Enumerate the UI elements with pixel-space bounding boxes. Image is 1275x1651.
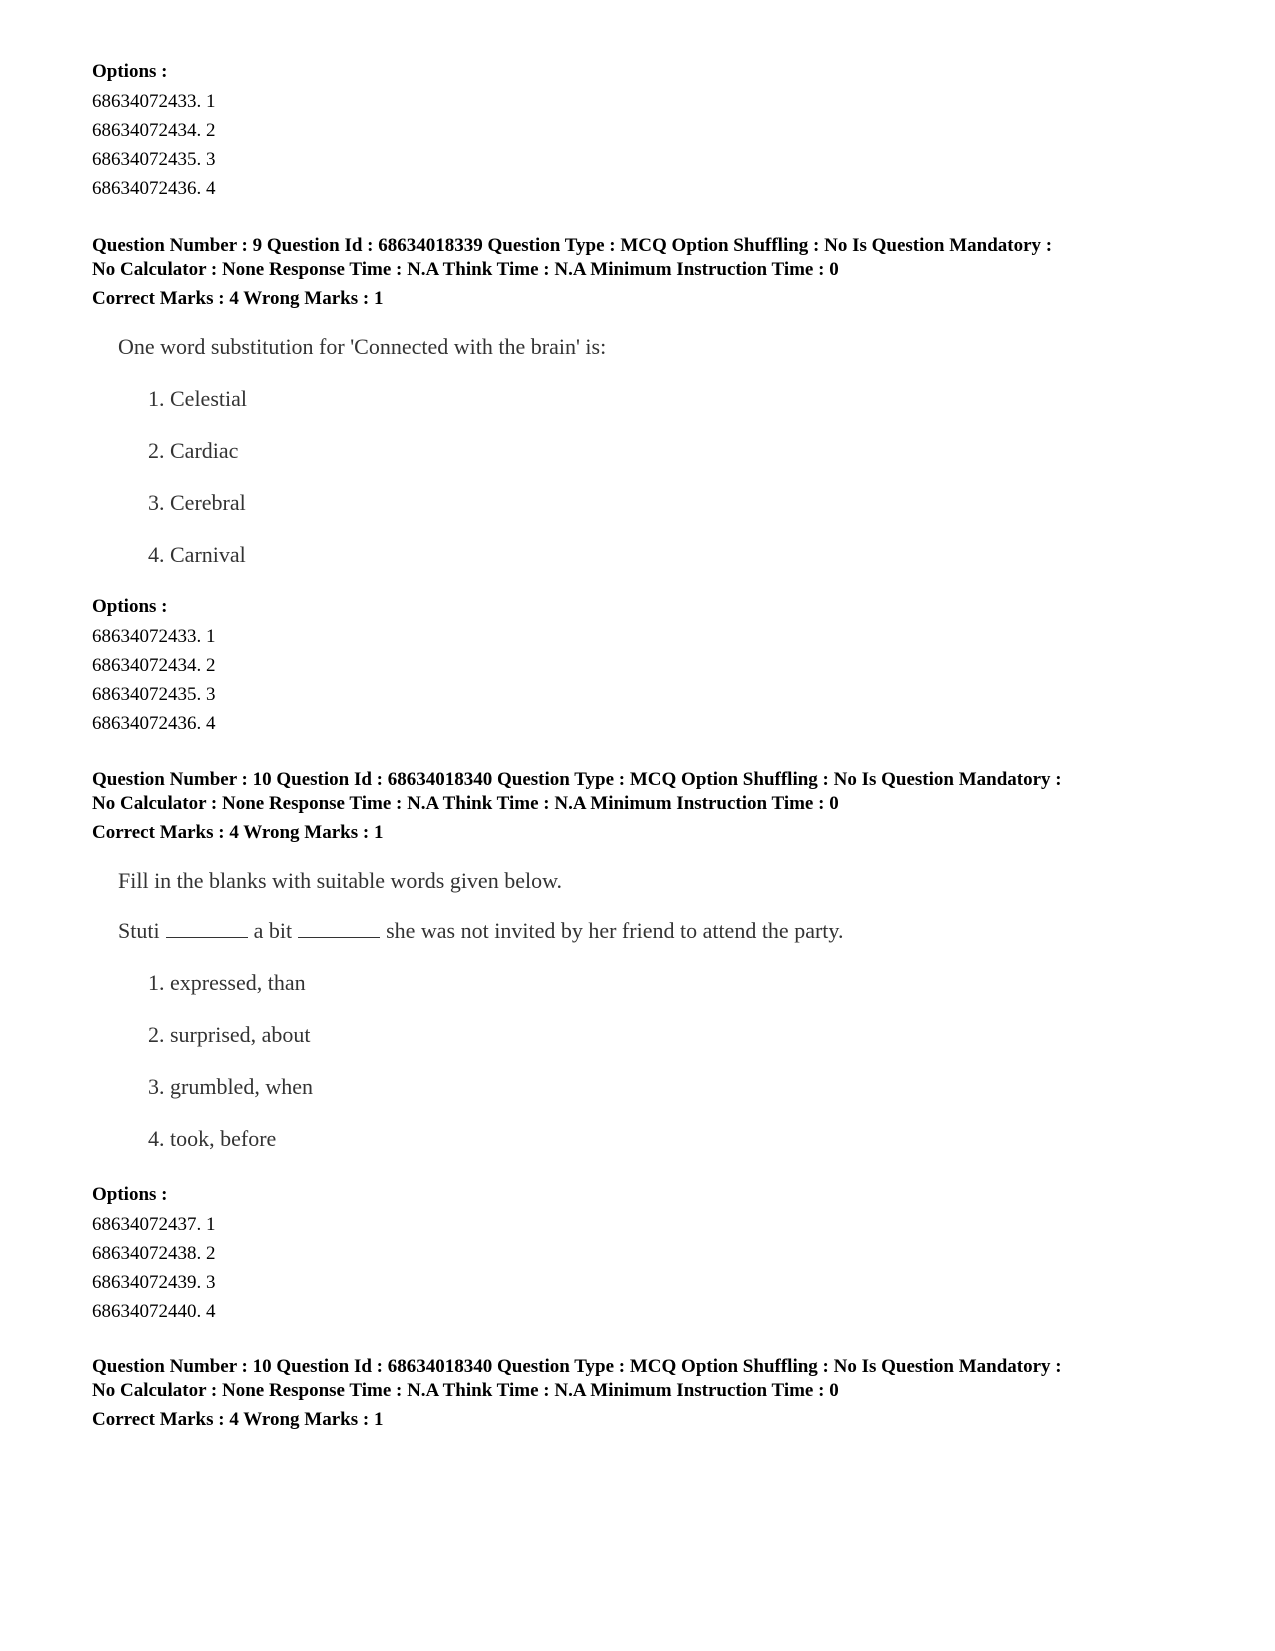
question-10-options — [92, 1180, 216, 1326]
sentence-part: a bit — [253, 918, 293, 943]
options-heading: Options : — [92, 1184, 168, 1205]
question-marks: Correct Marks : 4 Wrong Marks : 1 — [92, 288, 384, 309]
option-line: 68634072437. 1 — [92, 1214, 216, 1235]
question-sentence — [118, 918, 843, 944]
options-heading: Options : — [92, 61, 168, 82]
question-marks: Correct Marks : 4 Wrong Marks : 1 — [92, 822, 384, 843]
question-marks: Correct Marks : 4 Wrong Marks : 1 — [92, 1409, 384, 1430]
answer-choice: 4. took, before — [148, 1126, 277, 1151]
answer-choice: 4. Carnival — [148, 542, 246, 567]
options-heading: Options : — [92, 596, 168, 617]
option-line: 68634072435. 3 — [92, 684, 216, 705]
question-meta-line-2: No Calculator : None Response Time : N.A Think Time : N.A Minimum Instruction Time : 0 — [92, 259, 839, 280]
blank-line — [298, 919, 380, 938]
option-line: 68634072438. 2 — [92, 1243, 216, 1264]
sentence-part: Stuti — [118, 918, 160, 943]
question-meta-line-1: Question Number : 9 Question Id : 68634018339 Question Type : MCQ Option Shuffling : No Is Question Mandatory : — [92, 235, 1053, 256]
answer-choice: 3. grumbled, when — [148, 1074, 313, 1099]
question-meta-line-2: No Calculator : None Response Time : N.A Think Time : N.A Minimum Instruction Time : 0 — [92, 1380, 839, 1401]
question-meta-line-2: No Calculator : None Response Time : N.A Think Time : N.A Minimum Instruction Time : 0 — [92, 793, 839, 814]
sentence-part: she was not invited by her friend to attend the party. — [386, 918, 844, 943]
question-instruction: Fill in the blanks with suitable words given below. — [118, 868, 563, 893]
option-line: 68634072433. 1 — [92, 91, 216, 112]
blank-line — [166, 919, 248, 938]
answer-choice: 3. Cerebral — [148, 490, 246, 515]
option-line: 68634072440. 4 — [92, 1301, 216, 1322]
answer-choice: 1. expressed, than — [148, 970, 306, 995]
answer-choice: 1. Celestial — [148, 386, 247, 411]
options-block-top — [92, 57, 216, 203]
question-9-options — [92, 592, 216, 738]
question-10-meta — [92, 768, 1062, 845]
answer-choice: 2. surprised, about — [148, 1022, 311, 1047]
option-line: 68634072434. 2 — [92, 655, 216, 676]
question-stem: One word substitution for 'Connected with the brain' is: — [118, 334, 607, 359]
question-meta-line-1: Question Number : 10 Question Id : 68634018340 Question Type : MCQ Option Shuffling : No Is Question Mandatory : — [92, 1356, 1062, 1377]
option-line: 68634072435. 3 — [92, 149, 216, 170]
option-line: 68634072433. 1 — [92, 626, 216, 647]
question-9-meta — [92, 234, 1052, 311]
question-meta-line-1: Question Number : 10 Question Id : 68634018340 Question Type : MCQ Option Shuffling : No Is Question Mandatory : — [92, 769, 1062, 790]
option-line: 68634072439. 3 — [92, 1272, 216, 1293]
option-line: 68634072436. 4 — [92, 178, 216, 199]
answer-choice: 2. Cardiac — [148, 438, 239, 463]
option-line: 68634072436. 4 — [92, 713, 216, 734]
question-10-repeat-meta — [92, 1355, 1062, 1432]
option-line: 68634072434. 2 — [92, 120, 216, 141]
